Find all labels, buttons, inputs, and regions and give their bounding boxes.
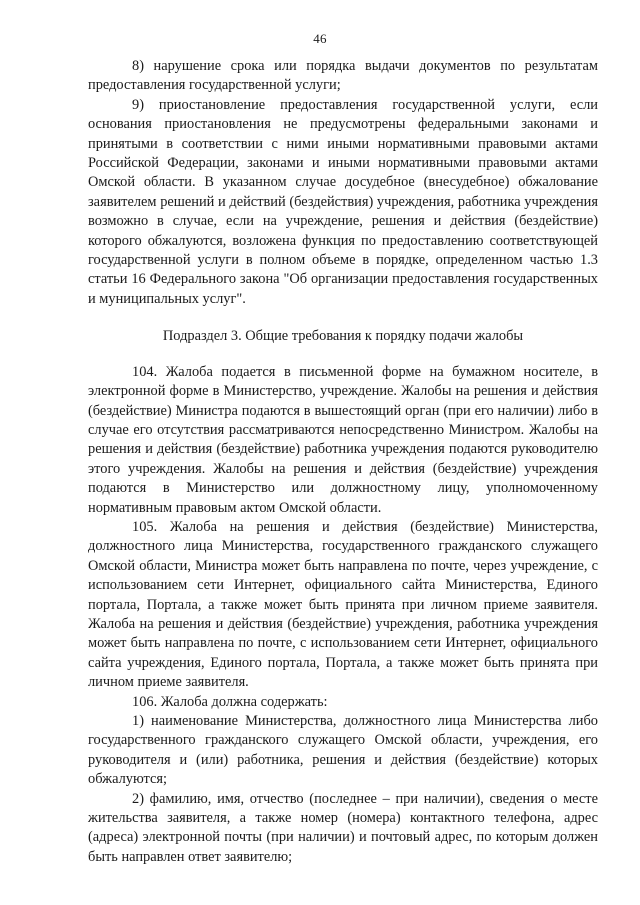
paragraph-104: 104. Жалоба подается в письменной форме на бумажном носителе, в электронной форме в Министерство, учреждение. Жалобы на решения и действия (бездействие) Министра подаются в вышестоящий орган (при его наличии) либо в случае его отсутствия рассматриваются непосредственно Министром. Жалобы на решения и действия (бездействие) работника учреждения подаются руководителю этого учреждения. Жалобы на решения и действия (бездействие) учреждения подаются в Министерство или должностному лицу, уполномоченному нормативным правовым актом Омской области. [88, 363, 598, 516]
document-body [88, 57, 598, 867]
paragraph-106-item-1: 1) наименование Министерства, должностного лица Министерства либо государственного гражданского служащего Омской области, учреждения, его руководителя и (или) работника, решения и действия (бездействие) которых обжалуются; [88, 713, 598, 788]
paragraph-106: 106. Жалоба должна содержать: [132, 693, 328, 710]
paragraph-106-item-2: 2) фамилию, имя, отчество (последнее – при наличии), сведения о месте жительства заявителя, а также номер (номера) контактного телефона, адрес (адреса) электронной почты (при наличии) и почтовый адрес, по которым должен быть направлен ответ заявителю; [88, 790, 598, 865]
page-number: 46 [313, 31, 327, 46]
paragraph-item-8: 8) нарушение срока или порядка выдачи документов по результатам предоставления государственной услуги; [88, 58, 598, 94]
paragraph-item-9: 9) приостановление предоставления государственной услуги, если основания приостановления не предусмотрены федеральными законами и принятыми в соответствии с ними иными нормативными правовыми актами Российской Федерации, законами и иными нормативными правовыми актами Омской области. В указанном случае досудебное (внесудебное) обжалование заявителем решений и действий (бездействия) учреждения, работника учреждения возможно в случае, если на учреждение, решения и действия (бездействие) которого обжалуются, возложена функция по предоставлению соответствующей государственной услуги в полном объеме в порядке, определенном частью 1.3 статьи 16 Федерального закона "Об организации предоставления государственных и муниципальных услуг". [88, 96, 598, 307]
section-heading: Подраздел 3. Общие требования к порядку подачи жалобы [162, 328, 524, 345]
paragraph-105: 105. Жалоба на решения и действия (бездействие) Министерства, должностного лица Министерства, государственного гражданского служащего Омской области, Министра может быть направлена по почте, через учреждение, с использованием сети Интернет, официального сайта Министерства, Единого портала, Портала, а также может быть принята при личном приеме заявителя. Жалоба на решения и действия (бездействие) учреждения, работника учреждения может быть направлена по почте, с использованием сети Интернет, официального сайта учреждения, Единого портала, Портала, а также может быть принята при личном приеме заявителя. [88, 518, 598, 691]
